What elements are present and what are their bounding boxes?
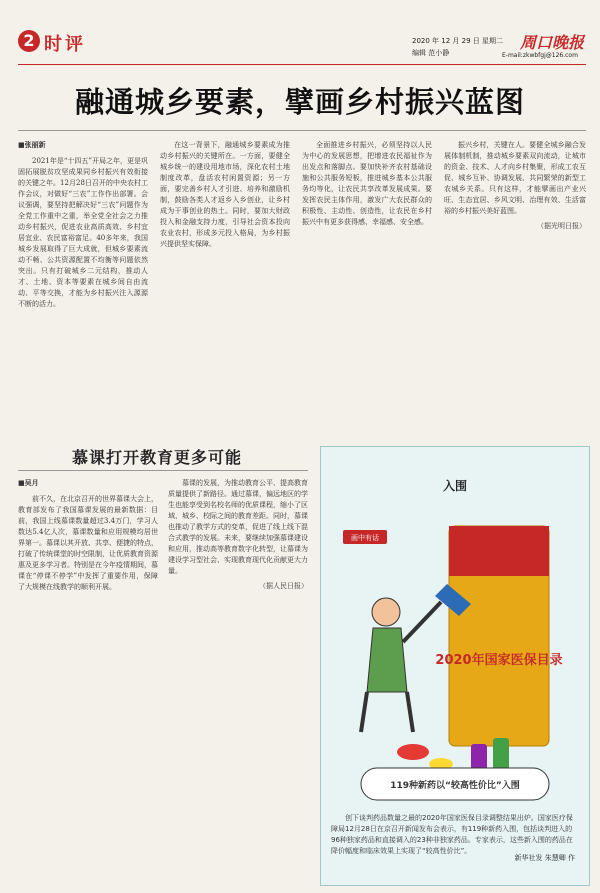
article2-source: （据人民日报） — [259, 582, 308, 590]
header-rule — [18, 64, 586, 65]
figure-arm — [403, 602, 441, 642]
article1-byline: ■张丽新 — [18, 141, 46, 149]
cartoon-credit: 新华社发 朱慧卿 作 — [514, 854, 575, 862]
article1-headline: 融通城乡要素，擘画乡村振兴蓝图 — [74, 85, 525, 119]
figure-head — [372, 598, 400, 626]
page-header — [0, 0, 600, 58]
pill-icon — [397, 744, 429, 760]
article1-text-4: 振兴乡村，关键在人。要健全城乡融合发展体制机制，推动城乡要素双向流动，让城市的资金、技术、人才向乡村集聚，形成工农互促、城乡互补、协调发展、共同繁荣的新型工农城乡关系。只有这样，才能擘画出产业兴旺、生态宜居、乡风文明、治理有效、生活富裕的乡村振兴美好蓝图。 — [444, 141, 586, 215]
article2-headline: 慕课打开教育更多可能 — [72, 448, 243, 467]
cartoon-illustration — [321, 492, 589, 812]
masthead-logo: 周口晚报 — [520, 33, 585, 52]
figure-legs — [361, 692, 413, 732]
article2-text-2: 慕课的发展，为推动教育公平、提高教育质量提供了新路径。通过慕课，偏远地区的学生也能享受到名校名师的优质课程，缩小了区域、城乡、校际之间的教育差距。同时，慕课也推动了教学方式的变革，促进了线上线下混合式教学的发展。未来，要继续加强慕课建设和应用，推动高等教育数字化转型，让慕课为建设学习型社会、实现教育现代化贡献更大力量。 — [168, 479, 308, 575]
article1-column-3 — [302, 140, 432, 430]
date-line: 2020 年 12 月 29 日 星期二 — [412, 37, 503, 45]
cartoon-title: 入围 — [442, 479, 467, 493]
article1-source: （据光明日报） — [537, 222, 586, 230]
figure-body — [367, 628, 407, 692]
cartoon-caption: 创下谈判药品数量之最的2020年国家医保目录调整结果出炉。国家医疗保障局12月28日在京召开新闻发布会表示，有119种新药入围，包括谈判进入的96种独家药品和直接调入的23种非独家药品。专家表示，这些新入围的药品在降价幅度和临床效果上实现了“较高性价比”。 — [331, 814, 573, 855]
article2-column-2 — [168, 478, 308, 878]
cartoon-banner-text: 119种新药以“较高性价比”入围 — [390, 781, 520, 791]
book-top-band — [449, 526, 549, 576]
article1-column-4 — [444, 140, 586, 430]
headline-rule — [18, 130, 586, 131]
article2-rule — [18, 470, 308, 471]
article2-byline: ■吴月 — [18, 479, 39, 487]
book-title-text: 2020年国家医保目录 — [435, 653, 563, 668]
article2-text-1: 前不久，在北京召开的世界慕课大会上，教育部发布了我国慕课发展的最新数据：目前，我国上线慕课数量超过3.4万门，学习人数达5.4亿人次，慕课数量和应用规模均居世界第一。慕课以其开放、共享、便捷的特点，打破了传统课堂的时空限制，让优质教育资源惠及更多学习者。特别是在今年疫情期间，慕课在“停课不停学”中发挥了重要作用，保障了大规模在线教学的顺利开展。 — [18, 495, 158, 591]
email-address: E-mail:zkwbfgj@126.com — [502, 52, 578, 59]
article1-column-1 — [18, 140, 148, 430]
article1-text-3: 全面推进乡村振兴，必须坚持以人民为中心的发展思想，把增进农民福祉作为出发点和落脚点。要加快补齐农村基础设施和公共服务短板，推进城乡基本公共服务均等化，让农民共享改革发展成果。要发挥农民主体作用，激发广大农民群众的积极性、主动性、创造性，让农民在乡村振兴中有更多获得感、幸福感、安全感。 — [302, 141, 432, 226]
article1-text-1: 2021年是“十四五”开局之年，更是巩固拓展脱贫攻坚成果同乡村振兴有效衔接的关键之年。12月28日召开的中央农村工作会议，对做好“三农”工作作出部署。会议强调，要坚持把解决好“三农”问题作为全党工作重中之重，举全党全社会之力推动乡村振兴，促进农业高质高效、乡村宜居宜业、农民富裕富足。40多年来，我国城乡发展取得了巨大成就，但城乡要素流动不畅、公共资源配置不均衡等问题依然突出。只有打破城乡二元结构，推动人才、土地、资本等要素在城乡间自由流动、平等交换，才能为乡村振兴注入源源不断的活力。 — [18, 157, 148, 308]
article2-column-1 — [18, 478, 158, 878]
article1-column-2 — [160, 140, 290, 430]
article1-text-2: 在这一背景下，融通城乡要素成为推动乡村振兴的关键所在。一方面，要健全城乡统一的建设用地市场，深化农村土地制度改革，盘活农村闲置资源；另一方面，要完善乡村人才引进、培养和激励机制，鼓励各类人才返乡入乡创业，让乡村成为干事创业的热土。同时，要加大财政投入和金融支持力度，引导社会资本投向农业农村，形成多元投入格局，为乡村振兴提供坚实保障。 — [160, 141, 290, 248]
cartoon-tag: 画中有话 — [351, 534, 379, 542]
cartoon-panel — [320, 446, 590, 886]
page-number-badge: 2 — [18, 30, 40, 52]
section-title: 时评 — [44, 34, 86, 55]
medicine-bottle-icon-2 — [493, 738, 509, 772]
editor-line: 编辑 范小静 — [412, 49, 450, 57]
